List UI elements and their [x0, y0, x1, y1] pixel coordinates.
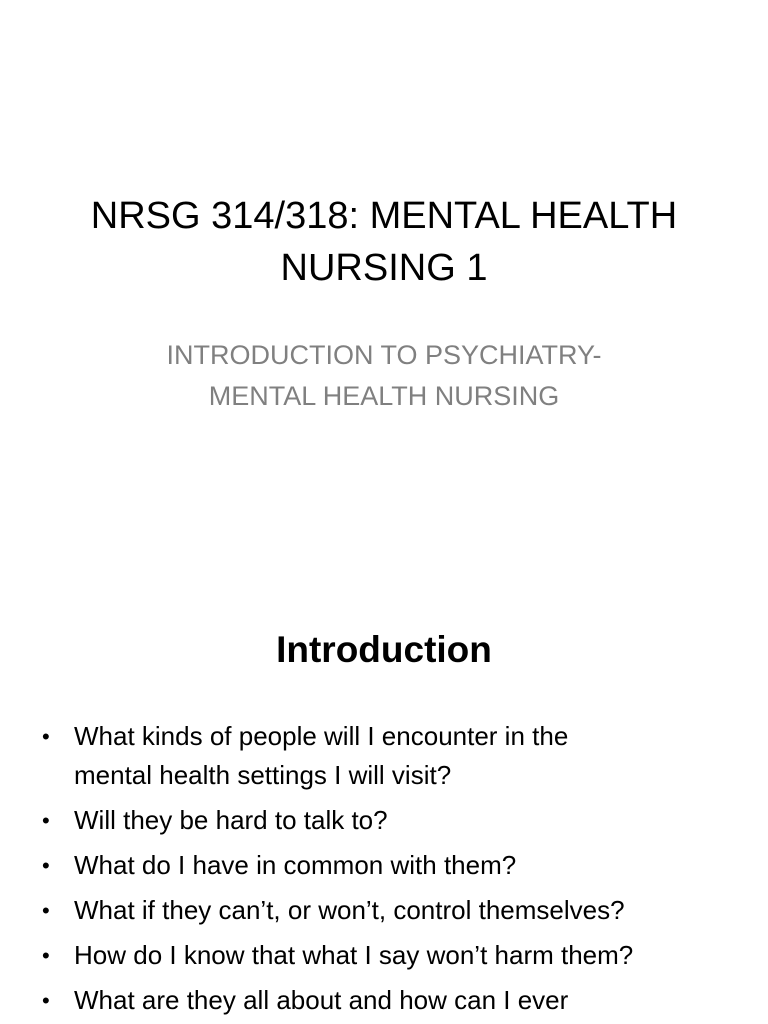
list-item [40, 846, 760, 885]
list-item [40, 801, 760, 840]
slide-title [40, 190, 728, 294]
introduction-heading: Introduction [276, 629, 492, 670]
list-item [40, 717, 760, 795]
bullet-icon: • [42, 898, 50, 923]
introduction-slide [0, 576, 768, 1024]
slide-subtitle [40, 335, 728, 417]
slide-title-line: NRSG 314/318: MENTAL HEALTH [90, 195, 678, 237]
slide-subtitle-line: MENTAL HEALTH NURSING [208, 381, 560, 411]
bullet-icon: • [42, 808, 50, 833]
bullet-icon: • [42, 988, 50, 1013]
list-item [40, 981, 760, 1020]
list-item [40, 891, 760, 930]
list-item [40, 936, 760, 975]
bullet-icon: • [42, 853, 50, 878]
question-list [40, 717, 760, 1024]
list-item-text-line: What if they can’t, or won’t, control themselves? [74, 895, 625, 925]
slide-title-line: NURSING 1 [280, 247, 488, 289]
list-item-text-line: Will they be hard to talk to? [74, 805, 388, 835]
bullet-icon: • [42, 943, 50, 968]
slide-subtitle-line: INTRODUCTION TO PSYCHIATRY- [166, 340, 602, 370]
list-item-text-line: How do I know that what I say won’t harm them? [74, 940, 634, 970]
list-item-text-line: What are they all about and how can I ever [74, 985, 569, 1015]
list-item-text-line: mental health settings I will visit? [74, 760, 452, 790]
list-item-text-line: What kinds of people will I encounter in the [74, 721, 569, 751]
bullet-icon: • [42, 724, 50, 749]
list-item-text-line: What do I have in common with them? [74, 850, 517, 880]
